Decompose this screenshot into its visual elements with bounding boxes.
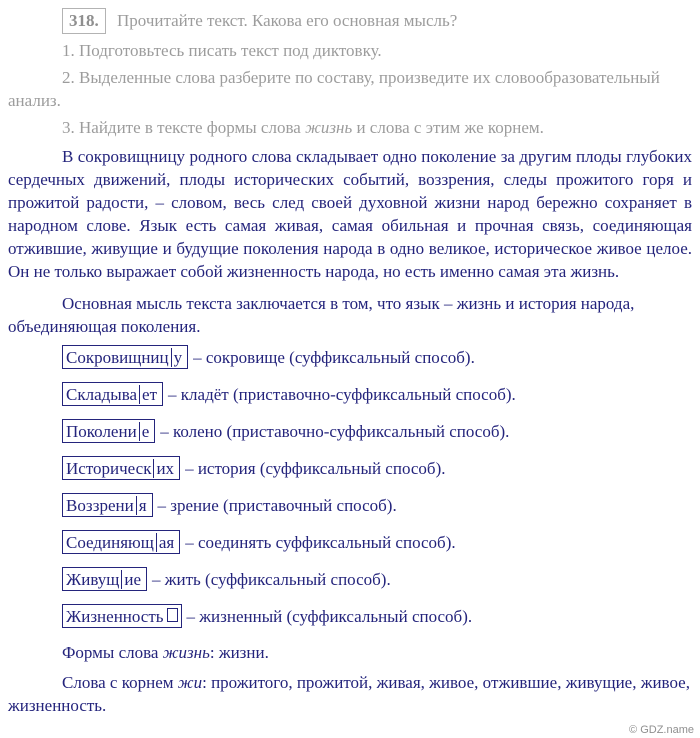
word-stem: Поколени: [66, 422, 137, 441]
subtask-3-italic-word: жизнь: [305, 118, 353, 137]
word-ending: я: [136, 496, 149, 515]
word-stem: Складыва: [66, 385, 138, 404]
analysis-result: – сокровище (суффиксальный способ).: [193, 348, 475, 367]
word-analysis-row: [8, 345, 692, 371]
analysis-result: – соединять суффиксальный способ).: [185, 533, 456, 552]
word-stem: Живущ: [66, 570, 120, 589]
word-ending: е: [139, 422, 152, 441]
zero-ending-box: [167, 608, 178, 622]
word-stem: Воззрени: [66, 496, 134, 515]
word-stem: Сокровищниц: [66, 348, 169, 367]
morpheme-boxed-word: [62, 530, 180, 554]
word-analysis-row: [8, 419, 692, 445]
root-words-line: [8, 671, 692, 717]
root-italic-word: жи: [177, 673, 203, 692]
forms-pre: Формы слова: [62, 643, 163, 662]
word-ending: у: [171, 348, 185, 367]
subtask-1: 1. Подготовьтесь писать текст под диктовку.: [62, 41, 382, 60]
analysis-result: – колено (приставочно-суффиксальный способ).: [160, 422, 510, 441]
source-text: В сокровищницу родного слова складывает одно поколение за другим плоды глубоких сердечных движений, плоды исторических событий, воззрения, следы прожитого горя и прожитой радости, – словом, весь след своей духовной жизни народ бережно сохраняет в народном слове. Язык есть самая живая, самая обильная и прочная связь, соединяющая отжившие, живущие и будущие поколения народа в одно великое, историческое живое целое. Он не только выражает собой жизненность народа, но есть именно самая эта жизнь.: [8, 147, 692, 281]
word-stem: Соединяющ: [66, 533, 154, 552]
morpheme-boxed-word: [62, 419, 155, 443]
morpheme-boxed-word: [62, 604, 182, 628]
word-analysis-row: [8, 567, 692, 593]
root-post: : прожитого, прожитой, живая, живое, отжившие, живущие, живое, жизненность.: [8, 673, 690, 715]
subtask-3-post: и слова с этим же корнем.: [352, 118, 544, 137]
morpheme-boxed-word: [62, 382, 163, 406]
analysis-result: – жить (суффиксальный способ).: [152, 570, 391, 589]
word-ending: их: [153, 459, 176, 478]
analysis-result: – зрение (приставочный способ).: [157, 496, 397, 515]
forms-post: : жизни.: [209, 643, 269, 662]
subtask-3-pre: 3. Найдите в тексте формы слова: [62, 118, 306, 137]
morpheme-boxed-word: [62, 345, 188, 369]
word-analysis-row: [8, 382, 692, 408]
word-ending: ие: [121, 570, 143, 589]
morpheme-boxed-word: [62, 493, 153, 517]
forms-italic-word: жизнь: [162, 643, 210, 662]
word-ending: ет: [139, 385, 159, 404]
exercise-task: Прочитайте текст. Какова его основная мысль?: [117, 11, 458, 30]
exercise-header: [8, 8, 692, 34]
word-stem: Жизненность: [66, 607, 164, 626]
analysis-result: – история (суффиксальный способ).: [185, 459, 446, 478]
subtask-3: [8, 116, 692, 139]
main-idea-text: Основная мысль текста заключается в том, что язык – жизнь и история народа, объединяющая поколения.: [8, 294, 635, 336]
exercise-number: 318.: [62, 8, 106, 34]
analysis-result: – кладёт (приставочно-суффиксальный способ).: [168, 385, 516, 404]
word-analysis-row: [8, 493, 692, 519]
copyright-watermark: © GDZ.name: [629, 724, 694, 736]
word-analysis-row: [8, 456, 692, 482]
root-pre: Слова с корнем: [62, 673, 178, 692]
word-analysis-row: [8, 530, 692, 556]
word-analysis-row: [8, 604, 692, 630]
word-stem: Историческ: [66, 459, 152, 478]
word-ending: ая: [156, 533, 176, 552]
morpheme-boxed-word: [62, 567, 147, 591]
word-forms-line: [8, 641, 692, 664]
morpheme-boxed-word: [62, 456, 180, 480]
analysis-result: – жизненный (суффиксальный способ).: [186, 607, 473, 626]
exercise-page: [8, 8, 694, 736]
subtask-2: 2. Выделенные слова разберите по составу, произведите их словообразовательный анализ.: [8, 68, 660, 110]
